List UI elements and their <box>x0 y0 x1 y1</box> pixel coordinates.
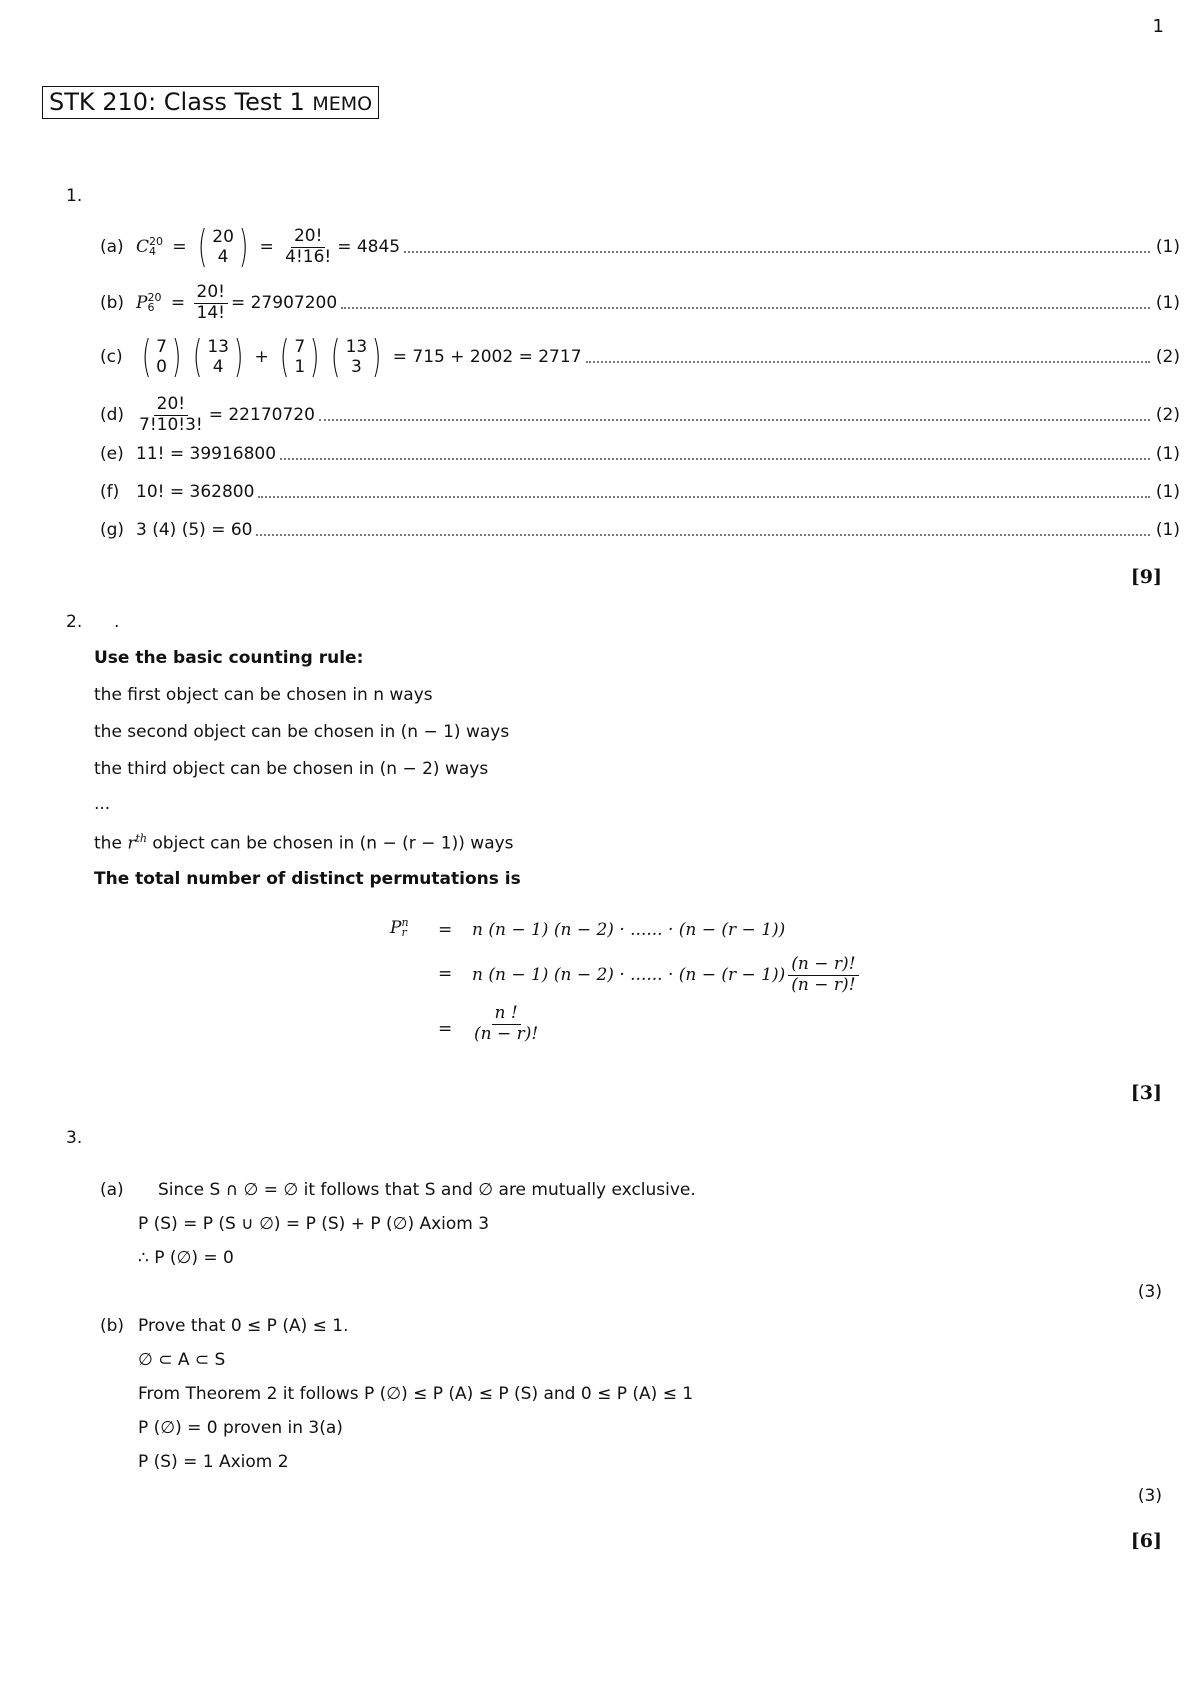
q2-rth-sym: r <box>127 833 136 854</box>
q1-d-mark: (2) <box>1155 405 1180 425</box>
q1-g-text: 3 (4) (5) = 60 <box>136 520 253 540</box>
leader-dots <box>319 419 1150 421</box>
binom-top: 13 <box>207 336 229 357</box>
q2-total: [3] <box>1130 1082 1162 1104</box>
q3-a-mark: (3) <box>1137 1282 1162 1302</box>
q3-b-line-1: Prove that 0 ≤ P (A) ≤ 1. <box>138 1316 349 1336</box>
q1-c-binom-1: ( 7 0 ) <box>141 331 182 382</box>
q1-d-label: (d) <box>100 405 125 425</box>
eq-line-2 <box>472 950 862 1000</box>
q3-a-line-3: ∴ P (∅) = 0 <box>138 1248 234 1268</box>
leader-dots <box>404 251 1150 253</box>
q1-b-result: = 27907200 <box>230 293 338 313</box>
binom-bottom: 1 <box>294 357 306 377</box>
q1-b-den: 14! <box>196 302 225 323</box>
q2-heading: Use the basic counting rule: <box>94 648 364 668</box>
q1-e-text: 11! = 39916800 <box>136 444 277 464</box>
q1-f-mark: (1) <box>1155 482 1180 502</box>
q1-b-expression: P 20 6 = $\frac{20!}{14!}$ = 27907200 <box>136 281 338 323</box>
q1-f-text: 10! = 362800 <box>136 482 255 502</box>
binom-bottom: 3 <box>350 357 362 377</box>
q1-item-f <box>100 478 1180 506</box>
q1-item-c <box>100 332 1180 382</box>
q2-number: 2. <box>66 612 83 632</box>
leader-dots <box>280 458 1150 460</box>
title-suffix: MEMO <box>312 93 373 115</box>
page-title <box>42 86 379 119</box>
leader-dots <box>341 307 1150 309</box>
q1-number: 1. <box>66 186 83 206</box>
q1-a-mark: (1) <box>1155 237 1180 257</box>
q1-g-label: (g) <box>100 520 125 540</box>
q1-total: [9] <box>1130 566 1162 588</box>
q1-c-expression: ( 7 0 ) ( 13 4 ) + ( 7 1 ) ( 13 3 ) = 715 + 2002 = 2717 <box>136 335 582 379</box>
eq-lhs-sub: r <box>401 926 407 939</box>
q1-a-label: (a) <box>100 237 124 257</box>
q1-b-mark: (1) <box>1155 293 1180 313</box>
binom-bottom: 0 <box>156 357 167 377</box>
q1-a-expression: C 20 4 = ( 20 4 ) = $\frac{20!}{4!16!}$ = 4845 <box>136 221 401 272</box>
eq-line-2-product: n (n − 1) (n − 2) · ...... · (n − (r − 1)) <box>472 965 786 985</box>
q3-a-line-1: Since S ∩ ∅ = ∅ it follows that S and ∅ are mutually exclusive. <box>158 1180 696 1200</box>
q1-item-b <box>100 280 1180 326</box>
q1-f-label: (f) <box>100 482 120 502</box>
q3-b-line-5: P (S) = 1 Axiom 2 <box>138 1452 289 1472</box>
eq-lhs-sup: n <box>401 916 409 930</box>
q3-total: [6] <box>1130 1530 1162 1552</box>
q3-a-line-2: P (S) = P (S ∪ ∅) = P (S) + P (∅) Axiom 3 <box>138 1214 490 1234</box>
title-main: STK 210: Class Test 1 <box>49 88 305 116</box>
q1-b-lhs: P <box>136 293 148 313</box>
q1-b-sub: 6 <box>147 301 155 314</box>
eq-sign-2: = <box>438 964 453 984</box>
q1-g-mark: (1) <box>1155 520 1180 540</box>
q1-a-sup: 20 <box>149 235 164 249</box>
q1-c-binom-3: ( 7 1 ) <box>280 331 320 382</box>
eq-line-1: n (n − 1) (n − 2) · ...... · (n − (r − 1)) <box>472 920 786 940</box>
q2-line-2: the second object can be chosen in (n − 1) ways <box>94 722 510 742</box>
binom-top: 13 <box>345 336 368 357</box>
leader-dots <box>258 496 1150 498</box>
eq-sign-1: = <box>438 920 453 940</box>
q1-d-num: 20! <box>154 395 188 416</box>
q1-c-binom-4: ( 13 3 ) <box>331 331 382 382</box>
q2-dot: . <box>114 612 120 632</box>
q2-rth-sup: th <box>135 832 147 845</box>
q2-rth-text: object can be chosen in (n − (r − 1)) ways <box>152 833 514 854</box>
binom-top: 7 <box>294 336 306 357</box>
q1-e-label: (e) <box>100 444 124 464</box>
q1-a-sub: 4 <box>149 245 157 258</box>
eq-lhs-symbol: P <box>390 918 402 938</box>
q3-b-line-3: From Theorem 2 it follows P (∅) ≤ P (A) ≤ P (S) and 0 ≤ P (A) ≤ 1 <box>138 1384 694 1404</box>
binom-top: 7 <box>156 336 167 357</box>
q2-line-4: ... <box>94 794 111 814</box>
q3-b-line-2: ∅ ⊂ A ⊂ S <box>138 1350 226 1370</box>
eq-line-3-den: (n − r)! <box>474 1023 539 1044</box>
q1-e-mark: (1) <box>1155 444 1180 464</box>
eq-line-3-fraction <box>471 1004 541 1044</box>
q1-a-binom-bot: 4 <box>217 247 229 267</box>
eq-lhs <box>390 918 409 938</box>
q1-item-a <box>100 221 1180 272</box>
q1-c-label: (c) <box>100 347 123 367</box>
q2-total-heading: The total number of distinct permutations is <box>94 869 521 889</box>
q2-rth-prefix: the <box>94 833 122 854</box>
eq-line-2-num: (n − r)! <box>788 955 858 976</box>
q1-b-num: 20! <box>194 283 228 304</box>
q1-item-d <box>100 392 1180 438</box>
leader-dots <box>256 534 1149 536</box>
q1-a-binom-top: 20 <box>212 226 234 247</box>
q1-a-num: 20! <box>291 227 325 248</box>
eq-line-2-den: (n − r)! <box>791 974 856 995</box>
q1-item-e <box>100 440 1180 468</box>
q1-a-binom: ( 20 4 ) <box>197 221 249 272</box>
eq-line-2-fraction <box>788 955 858 995</box>
q2-line-3: the third object can be chosen in (n − 2) ways <box>94 759 489 779</box>
q1-a-lhs: C <box>136 237 150 257</box>
q2-line-5 <box>94 832 514 854</box>
leader-dots <box>586 361 1150 363</box>
q1-d-fraction <box>136 395 206 435</box>
q1-c-binom-2: ( 13 4 ) <box>193 331 244 382</box>
q1-d-expression <box>136 395 315 435</box>
q3-b-mark: (3) <box>1137 1486 1162 1506</box>
q2-line-1: the first object can be chosen in n ways <box>94 685 433 705</box>
q3-b-line-4: P (∅) = 0 proven in 3(a) <box>138 1418 343 1438</box>
q3-number: 3. <box>66 1128 83 1148</box>
q1-d-result: = 22170720 <box>208 405 315 425</box>
q1-b-label: (b) <box>100 293 125 313</box>
q1-a-fraction <box>282 227 334 267</box>
page-number: 1 <box>1152 16 1164 37</box>
q1-b-fraction <box>194 283 228 323</box>
eq-sign-3: = <box>438 1019 453 1039</box>
q1-c-result: = 715 + 2002 = 2717 <box>392 347 582 367</box>
eq-line-3-num: n ! <box>492 1004 521 1025</box>
q3-a-label: (a) <box>100 1180 124 1200</box>
q3-b-label: (b) <box>100 1316 125 1336</box>
q1-item-g <box>100 516 1180 544</box>
eq-line-3 <box>468 1004 544 1044</box>
q1-a-den: 4!16! <box>285 246 332 267</box>
binom-bottom: 4 <box>212 357 224 377</box>
q1-c-mark: (2) <box>1155 347 1180 367</box>
q1-a-result: = 4845 <box>337 237 401 257</box>
q1-d-den: 7!10!3! <box>139 414 203 435</box>
q1-b-sup: 20 <box>147 291 162 305</box>
